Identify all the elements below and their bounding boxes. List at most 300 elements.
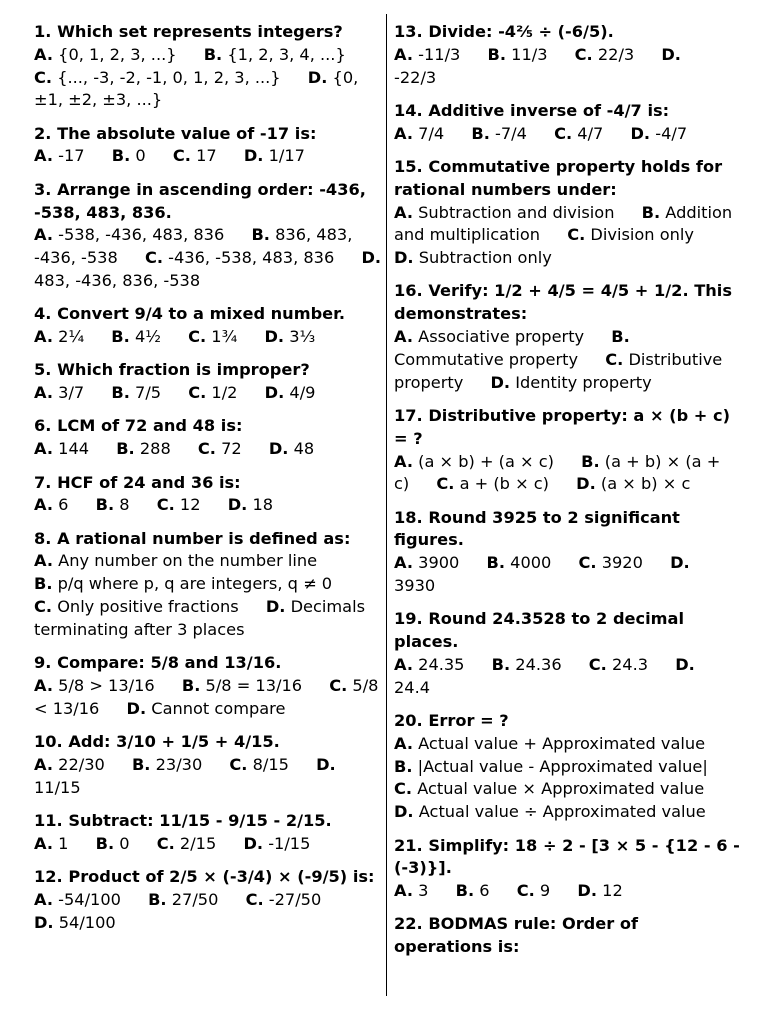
question-prompt: Compare: 5/8 and 13/16. — [57, 653, 282, 673]
option-d — [244, 146, 305, 165]
option-text: 6 — [58, 495, 69, 515]
question-text — [34, 180, 366, 222]
option-a — [34, 834, 68, 853]
option-text: {0, ±1, ±2, ±3, ...} — [34, 67, 359, 110]
option-text: 7/4 — [418, 123, 445, 143]
option-text: 4/9 — [289, 383, 316, 403]
question-text — [394, 101, 669, 120]
answer-options — [34, 145, 382, 168]
answer-options — [34, 550, 382, 641]
option-letter: B. — [111, 383, 130, 403]
question-text — [394, 281, 732, 323]
option-c — [157, 834, 217, 853]
option-b — [182, 676, 302, 695]
question-text — [34, 360, 310, 379]
option-text: 1/17 — [268, 146, 305, 166]
question-22 — [394, 913, 740, 959]
option-letter: C. — [34, 597, 53, 617]
question-text — [394, 836, 740, 878]
option-c — [394, 779, 704, 798]
question-11 — [34, 810, 382, 856]
option-letter: B. — [487, 44, 506, 64]
option-text: -436, -538, 483, 836 — [168, 248, 335, 268]
option-text: 12 — [179, 495, 201, 515]
question-prompt: The absolute value of -17 is: — [57, 123, 317, 143]
option-c — [567, 225, 694, 244]
option-text: Subtraction and division — [418, 202, 615, 222]
option-a — [34, 676, 155, 695]
option-c — [198, 439, 242, 458]
question-text — [394, 609, 684, 651]
option-text: 24.4 — [394, 677, 431, 697]
option-letter: B. — [116, 439, 135, 459]
option-text: 24.36 — [515, 654, 562, 674]
option-text: 4/7 — [577, 123, 604, 143]
option-text: (a + b) × (a + c) — [394, 451, 721, 494]
option-b — [148, 890, 218, 909]
option-b — [111, 327, 161, 346]
option-text: 11/15 — [34, 777, 81, 797]
option-letter: C. — [329, 675, 348, 695]
option-letter: D. — [576, 474, 596, 494]
question-text — [34, 529, 350, 548]
question-3 — [34, 179, 382, 293]
option-text: -54/100 — [58, 889, 121, 909]
question-number: 4. — [34, 304, 52, 324]
option-d — [228, 495, 273, 514]
option-text: Actual value + Approximated value — [418, 733, 706, 753]
option-letter: B. — [131, 754, 151, 774]
option-letter: A. — [34, 327, 53, 347]
option-letter: A. — [34, 675, 53, 695]
option-text: Decimals terminating after 3 places — [34, 597, 366, 639]
option-b — [116, 439, 171, 458]
option-letter: A. — [394, 733, 413, 753]
option-letter: D. — [264, 383, 285, 403]
option-a — [394, 45, 460, 64]
option-letter: A. — [34, 551, 53, 571]
option-d — [243, 834, 310, 853]
option-letter: B. — [455, 881, 475, 901]
option-text: 48 — [293, 439, 315, 459]
option-letter: D. — [243, 833, 264, 853]
option-b — [111, 383, 161, 402]
option-d — [127, 699, 286, 718]
option-c — [173, 146, 217, 165]
option-letter: C. — [578, 553, 597, 573]
option-text: 9 — [539, 881, 551, 901]
question-text — [34, 304, 345, 323]
question-16 — [394, 280, 740, 394]
option-text: -11/3 — [418, 44, 461, 64]
option-letter: A. — [34, 833, 53, 853]
option-letter: C. — [554, 123, 573, 143]
question-number: 5. — [34, 360, 52, 380]
question-number: 16. — [394, 281, 423, 301]
answer-options — [34, 438, 382, 461]
option-b — [34, 574, 332, 593]
answer-options — [34, 382, 382, 405]
option-letter: A. — [394, 202, 413, 222]
option-letter: D. — [675, 654, 695, 674]
option-letter: D. — [34, 912, 54, 932]
option-letter: B. — [394, 756, 413, 776]
option-text: 3930 — [394, 576, 436, 596]
question-19 — [394, 608, 740, 699]
question-text — [394, 914, 638, 956]
question-prompt: Arrange in ascending order: -436, -538, 483, 836. — [34, 179, 366, 222]
option-a — [394, 655, 464, 674]
option-d — [34, 913, 116, 932]
question-text — [34, 811, 332, 830]
option-text: -538, -436, 483, 836 — [58, 225, 225, 245]
right-column — [394, 21, 740, 969]
option-text: Associative property — [418, 327, 585, 347]
option-text: 0 — [135, 146, 146, 166]
option-text: -4/7 — [655, 123, 688, 143]
option-text: {1, 2, 3, 4, ...} — [227, 44, 346, 64]
answer-options — [34, 44, 382, 112]
option-letter: B. — [203, 44, 223, 64]
option-text: Commutative property — [394, 349, 579, 369]
option-text: 8 — [119, 495, 130, 515]
option-letter: B. — [95, 495, 115, 515]
option-letter: D. — [265, 597, 286, 617]
option-text: (a × b) + (a × c) — [418, 451, 554, 471]
option-text: -27/50 — [268, 889, 322, 909]
question-number: 11. — [34, 810, 63, 830]
question-prompt: Round 24.3528 to 2 decimal places. — [394, 609, 684, 652]
answer-options — [394, 44, 740, 90]
option-d — [394, 248, 552, 267]
option-text: -22/3 — [394, 67, 437, 87]
option-a — [394, 553, 459, 572]
question-14 — [394, 100, 740, 146]
option-a — [34, 146, 85, 165]
option-a — [394, 124, 444, 143]
option-text: 24.35 — [418, 654, 465, 674]
question-18 — [394, 507, 740, 598]
option-text: 1/2 — [211, 383, 238, 403]
option-letter: A. — [34, 44, 53, 64]
question-prompt: A rational number is defined as: — [57, 528, 351, 548]
option-letter: A. — [394, 123, 413, 143]
answer-options — [394, 552, 740, 598]
option-letter: B. — [471, 123, 490, 143]
option-text: Any number on the number line — [58, 551, 318, 571]
answer-options — [394, 880, 740, 903]
left-column — [34, 21, 382, 945]
option-letter: A. — [394, 553, 413, 573]
option-text: 6 — [479, 881, 490, 901]
option-letter: B. — [581, 451, 600, 471]
option-letter: C. — [574, 44, 593, 64]
option-c — [34, 68, 281, 87]
option-letter: A. — [34, 889, 53, 909]
question-20 — [394, 710, 740, 824]
question-text — [394, 711, 509, 730]
option-letter: A. — [34, 225, 53, 245]
question-number: 7. — [34, 472, 52, 492]
question-number: 6. — [34, 416, 52, 436]
option-text: 3/7 — [58, 383, 85, 403]
question-4 — [34, 303, 382, 349]
option-a — [34, 755, 105, 774]
option-letter: D. — [661, 44, 681, 64]
option-text: 144 — [58, 439, 90, 459]
option-letter: C. — [229, 754, 248, 774]
option-d — [265, 383, 316, 402]
question-text — [34, 867, 374, 886]
question-5 — [34, 359, 382, 405]
option-text: Addition and multiplication — [394, 202, 733, 245]
question-1 — [34, 21, 382, 112]
option-a — [34, 225, 224, 244]
option-letter: D. — [394, 248, 414, 268]
option-text: 1¾ — [211, 327, 238, 347]
option-letter: C. — [188, 327, 207, 347]
option-letter: C. — [516, 881, 535, 901]
question-prompt: Commutative property holds for rational numbers under: — [394, 156, 723, 199]
question-12 — [34, 866, 382, 934]
option-text: (a × b) × c — [600, 474, 691, 494]
option-letter: C. — [197, 439, 216, 459]
option-text: p/q where p, q are integers, q ≠ 0 — [57, 574, 333, 594]
option-letter: A. — [34, 146, 53, 166]
question-number: 21. — [394, 835, 423, 855]
option-text: 23/30 — [155, 754, 203, 774]
option-text: 11/3 — [511, 44, 548, 64]
answer-options — [394, 202, 740, 270]
option-letter: A. — [394, 44, 413, 64]
option-a — [34, 890, 121, 909]
question-number: 13. — [394, 22, 423, 41]
option-letter: D. — [490, 372, 511, 392]
question-number: 2. — [34, 123, 52, 143]
option-letter: B. — [34, 574, 53, 594]
option-letter: A. — [394, 654, 413, 674]
option-text: Division only — [590, 225, 694, 245]
option-text: Only positive fractions — [57, 597, 239, 617]
option-a — [394, 203, 614, 222]
option-text: 5/8 > 13/16 — [58, 675, 155, 695]
option-letter: B. — [111, 146, 131, 166]
question-number: 9. — [34, 653, 52, 673]
option-letter: B. — [486, 553, 505, 573]
option-text: 836, 483, -436, -538 — [34, 225, 353, 268]
option-text: Actual value × Approximated value — [417, 779, 705, 799]
option-letter: D. — [361, 248, 382, 268]
option-letter: A. — [34, 754, 53, 774]
option-b — [492, 655, 562, 674]
question-number: 17. — [394, 405, 423, 425]
option-a — [34, 45, 177, 64]
option-text: 3920 — [601, 553, 643, 573]
option-letter: C. — [394, 779, 413, 799]
option-b — [112, 146, 146, 165]
option-text: {0, 1, 2, 3, ...} — [58, 44, 177, 64]
question-10 — [34, 731, 382, 799]
option-letter: D. — [268, 439, 289, 459]
question-6 — [34, 415, 382, 461]
option-letter: B. — [641, 202, 661, 222]
option-text: 18 — [252, 495, 274, 515]
option-letter: C. — [436, 474, 455, 494]
option-letter: D. — [126, 698, 147, 718]
option-a — [34, 439, 89, 458]
option-text: 17 — [196, 146, 217, 166]
option-text: 7/5 — [135, 383, 162, 403]
question-prompt: Add: 3/10 + 1/5 + 4/15. — [68, 732, 280, 752]
option-c — [145, 248, 334, 267]
option-letter: A. — [34, 439, 53, 459]
question-text — [34, 22, 343, 41]
question-2 — [34, 123, 382, 169]
question-prompt: Simplify: 18 ÷ 2 - [3 × 5 - {12 - 6 - (-3)}]. — [394, 835, 740, 878]
option-c — [229, 755, 289, 774]
option-letter: C. — [605, 349, 624, 369]
option-letter: D. — [394, 802, 414, 822]
question-prompt: Divide: -4⅖ ÷ (-6/5). — [428, 22, 614, 41]
question-prompt: BODMAS rule: Order of operations is: — [394, 914, 639, 957]
question-21 — [394, 835, 740, 903]
option-d — [394, 802, 706, 821]
question-prompt: Verify: 1/2 + 4/5 = 4/5 + 1/2. This demonstrates: — [394, 281, 732, 324]
option-letter: B. — [251, 225, 270, 245]
option-c — [188, 327, 237, 346]
question-text — [34, 653, 281, 672]
option-letter: A. — [394, 327, 413, 347]
option-c — [188, 383, 237, 402]
option-letter: B. — [491, 654, 511, 674]
option-text: 4½ — [134, 327, 161, 347]
option-letter: C. — [156, 495, 175, 515]
option-text: -1/15 — [268, 833, 311, 853]
column-divider — [386, 14, 387, 996]
option-text: Subtraction only — [418, 248, 552, 268]
option-a — [394, 327, 584, 346]
option-a — [394, 881, 428, 900]
option-a — [34, 327, 84, 346]
question-number: 18. — [394, 507, 423, 527]
answer-options — [34, 326, 382, 349]
option-text: 8/15 — [252, 754, 289, 774]
option-a — [34, 383, 84, 402]
option-letter: B. — [111, 327, 130, 347]
option-text: 5/8 < 13/16 — [34, 675, 379, 718]
option-text: 54/100 — [58, 912, 116, 932]
option-letter: C. — [588, 654, 607, 674]
option-c — [554, 124, 603, 143]
option-b — [487, 553, 552, 572]
answer-options — [34, 675, 382, 721]
option-a — [394, 452, 554, 471]
option-c — [157, 495, 201, 514]
question-prompt: Error = ? — [428, 711, 509, 731]
answer-options — [34, 224, 382, 292]
option-letter: C. — [188, 383, 207, 403]
question-number: 15. — [394, 156, 423, 176]
option-d — [490, 373, 651, 392]
question-15 — [394, 156, 740, 270]
question-prompt: Distributive property: a × (b + c) = ? — [394, 405, 730, 448]
option-text: 3⅓ — [289, 327, 316, 347]
question-prompt: Additive inverse of -4/7 is: — [428, 100, 670, 120]
answer-options — [34, 833, 382, 856]
question-prompt: LCM of 72 and 48 is: — [57, 416, 243, 436]
option-d — [577, 881, 622, 900]
option-letter: A. — [394, 881, 413, 901]
question-number: 19. — [394, 609, 423, 629]
option-letter: D. — [630, 123, 651, 143]
answer-options — [394, 654, 740, 700]
option-a — [34, 551, 317, 570]
option-letter: D. — [307, 67, 328, 87]
question-prompt: Which fraction is improper? — [57, 360, 310, 380]
option-letter: A. — [34, 383, 53, 403]
question-text — [394, 406, 730, 448]
question-number: 22. — [394, 914, 423, 934]
option-text: 2¼ — [58, 327, 85, 347]
question-text — [34, 124, 316, 143]
question-8 — [34, 528, 382, 642]
option-text: 4000 — [510, 553, 552, 573]
option-b — [204, 45, 346, 64]
option-text: 5/8 = 13/16 — [205, 675, 303, 695]
question-9 — [34, 652, 382, 720]
option-text: 22/30 — [58, 754, 105, 774]
option-d — [576, 474, 690, 493]
option-c — [34, 597, 239, 616]
option-c — [246, 890, 322, 909]
question-number: 12. — [34, 867, 63, 886]
question-text — [394, 157, 722, 199]
answer-options — [34, 754, 382, 800]
option-text: |Actual value - Approximated value| — [417, 756, 708, 776]
option-b — [488, 45, 548, 64]
option-text: 22/3 — [597, 44, 635, 64]
option-letter: D. — [577, 881, 597, 901]
option-text: 288 — [139, 439, 171, 459]
question-text — [394, 22, 614, 41]
question-text — [34, 732, 280, 751]
answer-options — [394, 733, 740, 824]
question-text — [394, 508, 680, 550]
question-text — [34, 416, 242, 435]
question-7 — [34, 472, 382, 518]
option-letter: A. — [394, 451, 413, 471]
option-letter: D. — [670, 553, 690, 573]
question-number: 8. — [34, 528, 52, 548]
option-letter: D. — [264, 327, 285, 347]
option-letter: C. — [34, 67, 53, 87]
question-number: 14. — [394, 100, 423, 120]
option-a — [34, 495, 68, 514]
option-text: 2/15 — [179, 833, 217, 853]
option-text: 1 — [58, 833, 69, 853]
option-text: {..., -3, -2, -1, 0, 1, 2, 3, ...} — [57, 67, 281, 87]
option-letter: A. — [34, 495, 53, 515]
question-number: 1. — [34, 22, 52, 41]
option-text: Identity property — [515, 372, 652, 392]
option-letter: C. — [156, 833, 175, 853]
option-b — [132, 755, 202, 774]
question-text — [34, 473, 241, 492]
option-text: Cannot compare — [151, 698, 286, 718]
option-text: 3 — [418, 881, 429, 901]
question-number: 3. — [34, 179, 52, 199]
answer-options — [394, 326, 740, 394]
